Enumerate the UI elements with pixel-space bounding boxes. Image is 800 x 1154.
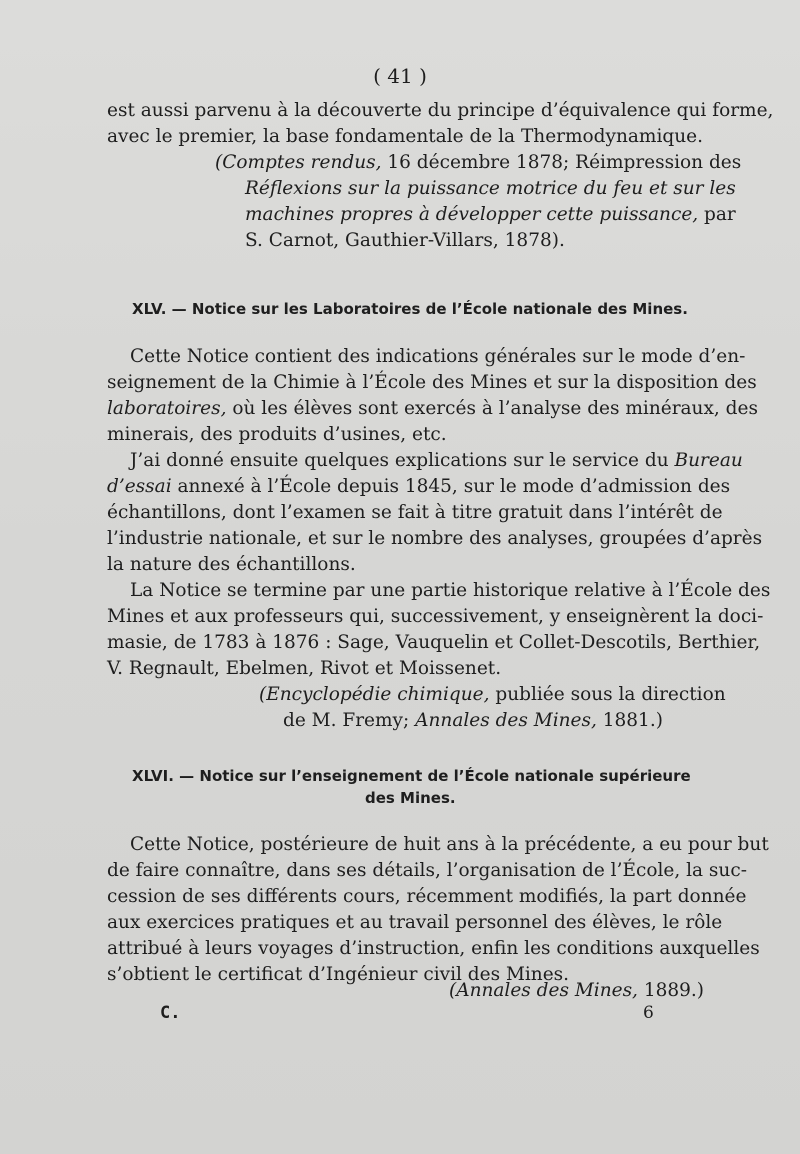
line-text: annexé à l’École depuis 1845, sur le mode d’admission des — [171, 476, 731, 497]
citation-line — [449, 978, 705, 1004]
section-heading-45 — [132, 298, 688, 320]
paragraph-line: de faire connaître, dans ses détails, l’organisation de l’École, la suc- — [107, 860, 747, 881]
paragraph-line — [107, 474, 731, 500]
paragraph-line: Cette Notice, postérieure de huit ans à la précédente, a eu pour but — [130, 834, 769, 855]
paragraph-line: La Notice se termine par une partie historique relative à l’École des — [130, 580, 771, 601]
citation-italic: (Encyclopédie chimique, — [259, 684, 490, 705]
sheet-number: 6 — [643, 1003, 654, 1023]
signature-mark: C. — [160, 1003, 181, 1023]
paragraph-line: aux exercices pratiques et au travail personnel des élèves, le rôle — [107, 912, 723, 933]
citation-line — [215, 150, 742, 176]
paragraph-line: la nature des échantillons. — [107, 554, 356, 575]
paragraph-line: V. Regnault, Ebelmen, Rivot et Moissenet. — [107, 658, 502, 679]
citation-text: par — [698, 204, 736, 225]
paragraph-line: s’obtient le certificat d’Ingénieur civil des Mines. — [107, 964, 570, 985]
page-number: ( 41 ) — [373, 64, 427, 88]
citation-italic: (Comptes rendus, — [215, 152, 382, 173]
paragraph-line: cession de ses différents cours, récemment modifiés, la part donnée — [107, 886, 747, 907]
citation-text: 16 décembre 1878; Réimpression des — [381, 152, 742, 173]
italic-term: Bureau — [674, 450, 743, 471]
paragraph-line: l’industrie nationale, et sur le nombre des analyses, groupées d’après — [107, 528, 763, 549]
section-heading-46-continued: des Mines. — [365, 789, 456, 807]
citation-text: de M. Fremy; — [283, 710, 416, 731]
paragraph-line: masie, de 1783 à 1876 : Sage, Vauquelin et Collet-Descotils, Berthier, — [107, 632, 761, 653]
section-title: — Notice sur les Laboratoires de l’École nationale des Mines. — [166, 300, 688, 318]
paragraph-line: Mines et aux professeurs qui, successivement, y enseignèrent la doci- — [107, 606, 764, 627]
paragraph-line: seignement de la Chimie à l’École des Mines et sur la disposition des — [107, 372, 757, 393]
section-number: XLV. — [132, 300, 167, 318]
paragraph-line — [130, 448, 743, 474]
paragraph-line: est aussi parvenu à la découverte du principe d’équivalence qui forme, — [107, 100, 774, 121]
line-text: J’ai donné ensuite quelques explications sur le service du — [130, 450, 675, 471]
paragraph-line: attribué à leurs voyages d’instruction, enfin les conditions auxquelles — [107, 938, 760, 959]
citation-text: 1881.) — [596, 710, 663, 731]
paragraph-line — [107, 396, 758, 422]
citation-line: S. Carnot, Gauthier-Villars, 1878). — [245, 230, 565, 251]
italic-term: d’essai — [107, 476, 172, 497]
italic-term: laboratoires, — [107, 398, 227, 419]
paragraph-line: avec le premier, la base fondamentale de la Thermodynamique. — [107, 126, 703, 147]
citation-line — [283, 708, 699, 734]
citation-text: 1889.) — [637, 980, 705, 1001]
citation-line — [259, 682, 726, 708]
citation-line — [245, 202, 736, 228]
section-heading-46 — [132, 765, 691, 787]
line-text: où les élèves sont exercés à l’analyse des minéraux, des — [226, 398, 758, 419]
paragraph-line: Cette Notice contient des indications générales sur le mode d’en- — [130, 346, 746, 367]
paragraph-line: minerais, des produits d’usines, etc. — [107, 424, 447, 445]
citation-italic: machines propres à développer cette puissance, — [245, 204, 699, 225]
paragraph-line: échantillons, dont l’examen se fait à titre gratuit dans l’intérêt de — [107, 502, 723, 523]
citation-text: publiée sous la direction — [489, 684, 726, 705]
citation-italic: Annales des Mines, — [415, 710, 597, 731]
section-number: XLVI. — [132, 767, 174, 785]
citation-line: Réflexions sur la puissance motrice du feu et sur les — [245, 178, 736, 199]
section-title: — Notice sur l’enseignement de l’École nationale supérieure — [173, 767, 691, 785]
citation-italic: (Annales des Mines, — [449, 980, 638, 1001]
